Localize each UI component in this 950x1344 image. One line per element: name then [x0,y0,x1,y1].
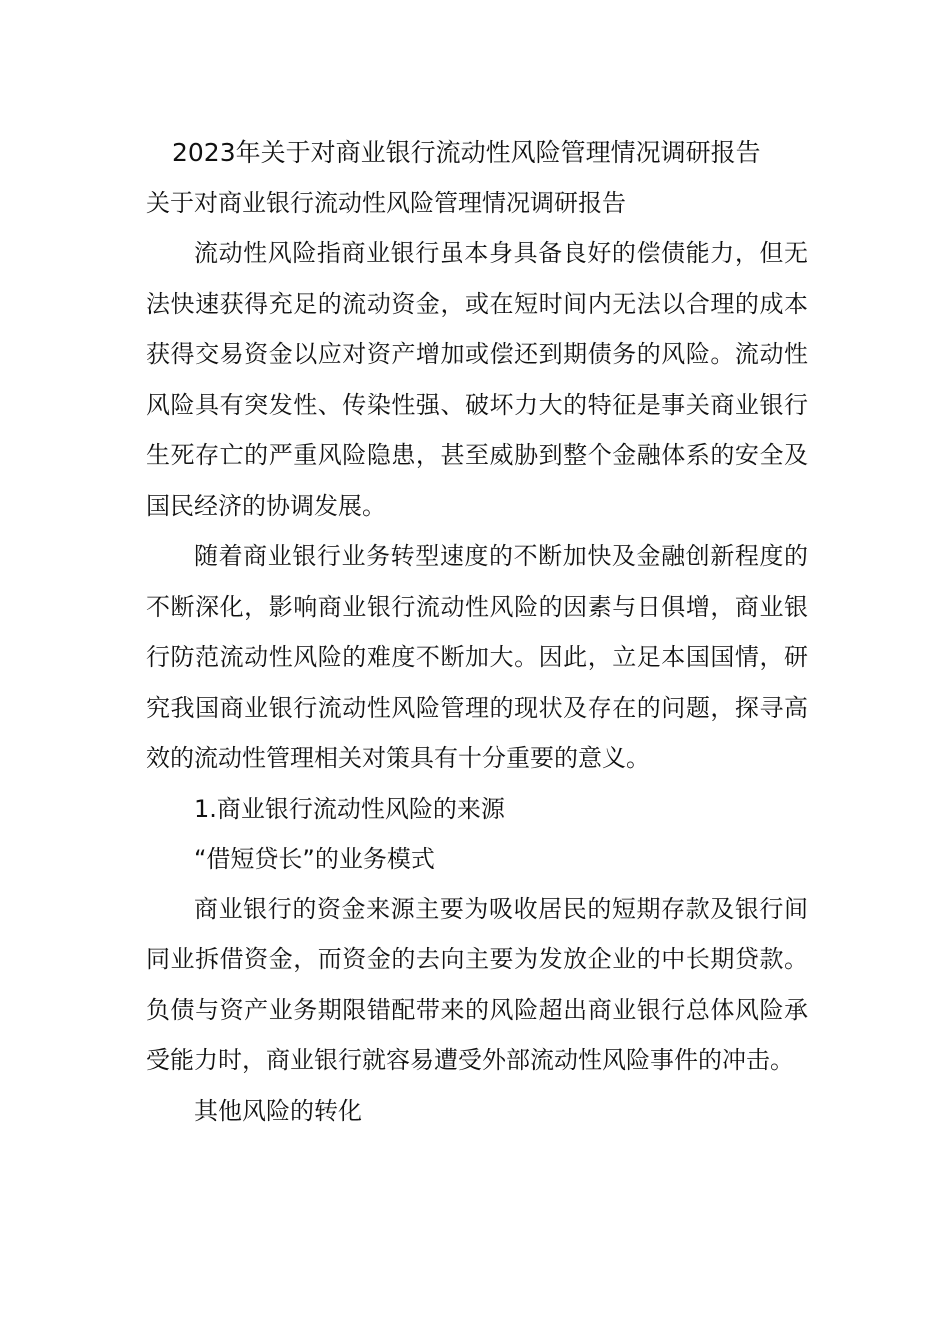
paragraph-maturity-mismatch: 商业银行的资金来源主要为吸收居民的短期存款及银行间同业拆借资金，而资金的去向主要为发放企业的中长期贷款。负债与资产业务期限错配带来的风险超出商业银行总体风险承受能力时，商业银行就容易遭受外部流动性风险事件的冲击。 [146,894,808,1074]
subheading-risk-transformation: 其他风险的转化 [194,1096,362,1125]
document-body [146,128,808,1136]
document-title: 2023年关于对商业银行流动性风险管理情况调研报告 [172,138,761,167]
paragraph-liquidity-risk-context: 随着商业银行业务转型速度的不断加快及金融创新程度的不断深化，影响商业银行流动性风险的因素与日俱增，商业银行防范流动性风险的难度不断加大。因此，立足本国国情，研究我国商业银行流动性风险管理的现状及存在的问题，探寻高效的流动性管理相关对策具有十分重要的意义。 [146,542,808,772]
section-heading-risk-sources: 1.商业银行流动性风险的来源 [194,794,505,823]
document-subtitle: 关于对商业银行流动性风险管理情况调研报告 [146,189,626,217]
paragraph-liquidity-risk-definition: 流动性风险指商业银行虽本身具备良好的偿债能力，但无法快速获得充足的流动资金，或在短时间内无法以合理的成本获得交易资金以应对资产增加或偿还到期债务的风险。流动性风险具有突发性、传染性强、破坏力大的特征是事关商业银行生死存亡的严重风险隐患，甚至威胁到整个金融体系的安全及国民经济的协调发展。 [146,239,808,520]
subheading-business-model: “借短贷长”的业务模式 [194,844,435,873]
